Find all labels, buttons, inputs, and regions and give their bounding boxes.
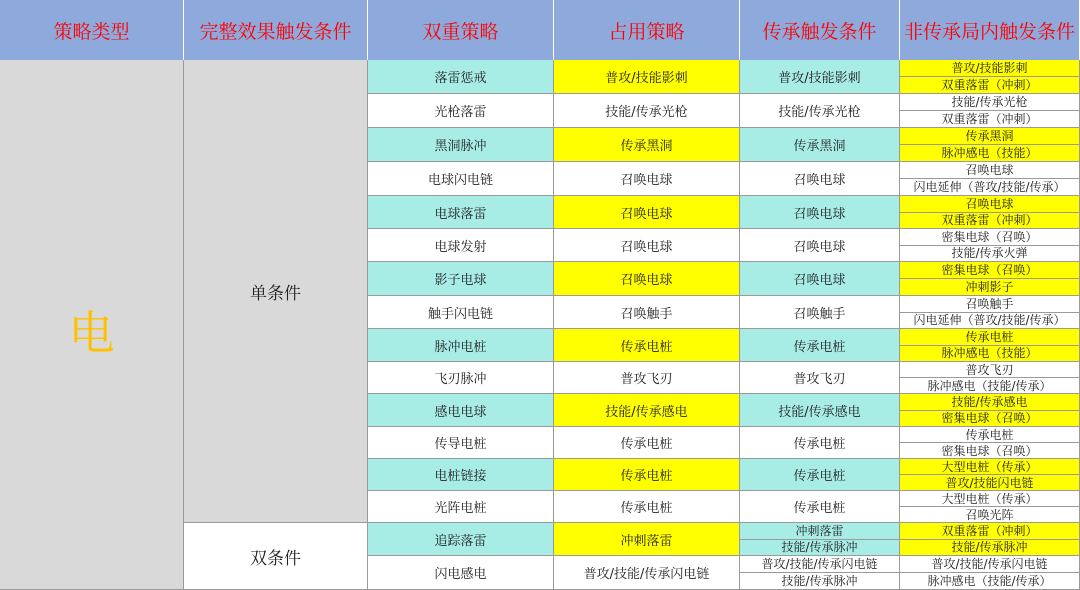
inherit-trigger-cell: 技能/传承脉冲 <box>740 540 900 557</box>
non-inherit-trigger-cell: 脉冲感电（技能/传承） <box>900 573 1080 590</box>
non-inherit-trigger-cell: 技能/传承感电 <box>900 394 1080 411</box>
header-2: 双重策略 <box>368 0 554 60</box>
non-inherit-trigger-cell: 召唤触手 <box>900 296 1080 313</box>
non-inherit-trigger-cell: 大型电桩（传承） <box>900 459 1080 475</box>
inherit-trigger-cell: 技能/传承脉冲 <box>740 573 900 590</box>
inherit-trigger-cell: 召唤触手 <box>740 296 900 329</box>
inherit-trigger-cell: 传承电桩 <box>740 459 900 491</box>
non-inherit-trigger-cell: 召唤光阵 <box>900 507 1080 523</box>
dual-strategy-cell: 光枪落雷 <box>368 94 554 128</box>
dual-strategy-cell: 传导电桩 <box>368 427 554 459</box>
non-inherit-trigger-cell: 普攻飞刃 <box>900 362 1080 378</box>
non-inherit-trigger-cell: 传承电桩 <box>900 329 1080 346</box>
occupy-strategy-cell: 传承电桩 <box>554 329 740 362</box>
non-inherit-trigger-cell: 双重落雷（冲刺） <box>900 77 1080 94</box>
dual-strategy-cell: 电球落雷 <box>368 196 554 229</box>
occupy-strategy-cell: 技能/传承光枪 <box>554 94 740 128</box>
non-inherit-trigger-cell: 双重落雷（冲刺） <box>900 523 1080 540</box>
non-inherit-trigger-cell: 普攻/技能影刺 <box>900 60 1080 77</box>
inherit-trigger-cell: 传承电桩 <box>740 329 900 362</box>
non-inherit-trigger-cell: 召唤电球 <box>900 196 1080 213</box>
header-1: 完整效果触发条件 <box>184 0 368 60</box>
non-inherit-trigger-cell: 双重落雷（冲刺） <box>900 213 1080 230</box>
non-inherit-trigger-cell: 密集电球（召唤） <box>900 229 1080 246</box>
non-inherit-trigger-cell: 密集电球（召唤） <box>900 411 1080 428</box>
occupy-strategy-cell: 传承电桩 <box>554 491 740 523</box>
header-5: 非传承局内触发条件 <box>900 0 1080 60</box>
inherit-trigger-cell: 传承黑洞 <box>740 128 900 162</box>
dual-strategy-cell: 触手闪电链 <box>368 296 554 329</box>
dual-strategy-cell: 光阵电桩 <box>368 491 554 523</box>
occupy-strategy-cell: 传承电桩 <box>554 427 740 459</box>
dual-strategy-cell: 黑洞脉冲 <box>368 128 554 162</box>
non-inherit-trigger-cell: 技能/传承脉冲 <box>900 540 1080 557</box>
occupy-strategy-cell: 普攻飞刃 <box>554 362 740 394</box>
non-inherit-trigger-cell: 密集电球（召唤） <box>900 262 1080 279</box>
occupy-strategy-cell: 传承黑洞 <box>554 128 740 162</box>
occupy-strategy-cell: 召唤电球 <box>554 229 740 262</box>
occupy-strategy-cell: 冲刺落雷 <box>554 523 740 556</box>
inherit-trigger-cell: 普攻飞刃 <box>740 362 900 394</box>
condition-group-double: 双条件 <box>184 523 368 590</box>
header-3: 占用策略 <box>554 0 740 60</box>
dual-strategy-cell: 电球发射 <box>368 229 554 262</box>
non-inherit-trigger-cell: 大型电桩（传承） <box>900 491 1080 507</box>
non-inherit-trigger-cell: 密集电球（召唤） <box>900 443 1080 459</box>
inherit-trigger-cell: 传承电桩 <box>740 427 900 459</box>
dual-strategy-cell: 影子电球 <box>368 262 554 296</box>
strategy-type-cell <box>0 60 184 590</box>
header-4: 传承触发条件 <box>740 0 900 60</box>
header-0: 策略类型 <box>0 0 184 60</box>
occupy-strategy-cell: 召唤电球 <box>554 262 740 296</box>
dual-strategy-cell: 闪电感电 <box>368 556 554 590</box>
element-label: 电 <box>68 305 115 360</box>
non-inherit-trigger-cell: 传承电桩 <box>900 427 1080 443</box>
inherit-trigger-cell: 召唤电球 <box>740 196 900 229</box>
non-inherit-trigger-cell: 普攻/技能/传承闪电链 <box>900 556 1080 573</box>
inherit-trigger-cell: 召唤电球 <box>740 229 900 262</box>
inherit-trigger-cell: 冲刺落雷 <box>740 523 900 540</box>
non-inherit-trigger-cell: 闪电延伸（普攻/技能/传承） <box>900 313 1080 330</box>
condition-group-single: 单条件 <box>184 60 368 523</box>
non-inherit-trigger-cell: 双重落雷（冲刺） <box>900 111 1080 128</box>
non-inherit-trigger-cell: 技能/传承光枪 <box>900 94 1080 111</box>
non-inherit-trigger-cell: 脉冲感电（技能/传承） <box>900 378 1080 394</box>
dual-strategy-cell: 落雷惩戒 <box>368 60 554 94</box>
non-inherit-trigger-cell: 召唤电球 <box>900 162 1080 179</box>
occupy-strategy-cell: 召唤电球 <box>554 196 740 229</box>
occupy-strategy-cell: 召唤电球 <box>554 162 740 196</box>
occupy-strategy-cell: 召唤触手 <box>554 296 740 329</box>
non-inherit-trigger-cell: 技能/传承火弹 <box>900 246 1080 263</box>
inherit-trigger-cell: 技能/传承感电 <box>740 394 900 427</box>
non-inherit-trigger-cell: 脉冲感电（技能） <box>900 346 1080 363</box>
dual-strategy-cell: 感电电球 <box>368 394 554 427</box>
dual-strategy-cell: 电桩链接 <box>368 459 554 491</box>
dual-strategy-cell: 电球闪电链 <box>368 162 554 196</box>
non-inherit-trigger-cell: 普攻/技能闪电链 <box>900 475 1080 491</box>
inherit-trigger-cell: 普攻/技能影刺 <box>740 60 900 94</box>
non-inherit-trigger-cell: 传承黑洞 <box>900 128 1080 145</box>
occupy-strategy-cell: 技能/传承感电 <box>554 394 740 427</box>
non-inherit-trigger-cell: 冲刺影子 <box>900 279 1080 296</box>
occupy-strategy-cell: 普攻/技能影刺 <box>554 60 740 94</box>
non-inherit-trigger-cell: 闪电延伸（普攻/技能/传承） <box>900 179 1080 196</box>
inherit-trigger-cell: 技能/传承光枪 <box>740 94 900 128</box>
inherit-trigger-cell: 召唤电球 <box>740 262 900 296</box>
inherit-trigger-cell: 传承电桩 <box>740 491 900 523</box>
dual-strategy-cell: 追踪落雷 <box>368 523 554 556</box>
dual-strategy-cell: 脉冲电桩 <box>368 329 554 362</box>
occupy-strategy-cell: 普攻/技能/传承闪电链 <box>554 556 740 590</box>
inherit-trigger-cell: 召唤电球 <box>740 162 900 196</box>
dual-strategy-cell: 飞刃脉冲 <box>368 362 554 394</box>
non-inherit-trigger-cell: 脉冲感电（技能） <box>900 145 1080 162</box>
occupy-strategy-cell: 传承电桩 <box>554 459 740 491</box>
inherit-trigger-cell: 普攻/技能/传承闪电链 <box>740 556 900 573</box>
